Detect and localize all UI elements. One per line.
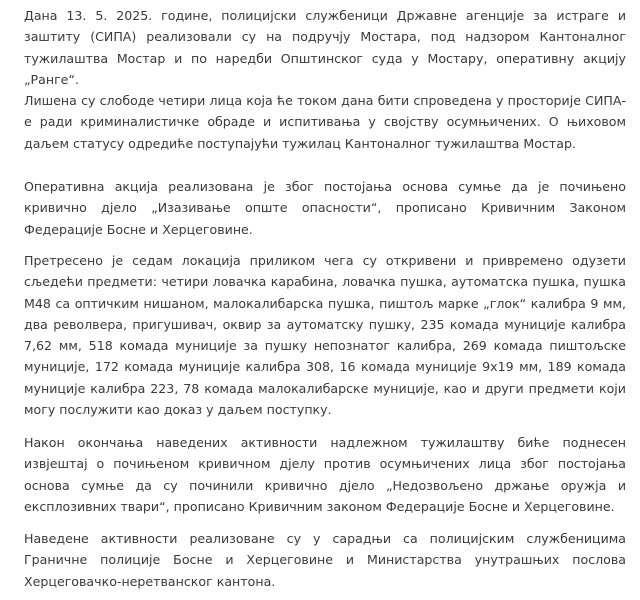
paragraph-seized-items: Претресено је седам локација приликом чега су откривени и привремено одузети сљедећи предмети: четири ловачка карабина, ловачка пушка, аутоматска пушка, пушка М48 са оптичким нишаном, малокалибарска пушка, пиштољ марке „глок“ калибра 9 мм, два револвера, пригушивач, оквир за аутоматску пушку, 235 комада муниције калибра 7,62 мм, 518 комада муниције за пушку непознатог калибра, 269 комада пиштољске муниције, 172 комада муниције калибра 308, 16 комада муниције 9х19 мм, 189 комада муниције калибра 223, 78 комада малокалибарске муниције, као и други предмети који могу послужити као доказ у даљем поступку. <box>24 253 626 418</box>
paragraph-arrests: Лишена су слободе четири лица која ће током дана бити спроведена у просторије СИПА-е ради криминалистичке обраде и испитивања у својству осумњичених. О њиховом даљем статусу одредиће поступајући тужилац Кантоналног тужилаштва Мостар. <box>24 93 626 151</box>
paragraph-suspicion-basis: Оперативна акција реализована је због постојања основа сумње да је почињено кривично дјело „Изазивање опште опасности“, прописано Кривичним Законом Федерације Босне и Херцеговине. <box>24 179 626 237</box>
paragraph-operation-intro: Дана 13. 5. 2025. године, полицијски службеници Државне агенције за истраге и заштиту (СИПА) реализовали су на подручју Мостара, под надзором Кантоналног тужилаштва Мостар и по наредби Општинског суда у Мостару, оперативну акцију „Ранге“. <box>24 8 626 87</box>
paragraph-cooperation: Наведене активности реализоване су у сарадњи са полицијским службеницима Граничне полиције Босне и Херцеговине и Министарства унутрашњих послова Херцеговачко-неретванског кантона. <box>24 531 626 589</box>
paragraph-report-to-prosecutor: Након окончања наведених активности надлежном тужилаштву биће поднесен извјештај о почињеном кривичном дјелу против осумњичених лица због постојања основа сумње да су починили кривично дјело „Недозвољено држање оружја и експлозивних твари“, прописано Кривичним законом Федерације Босне и Херцеговине. <box>24 435 626 514</box>
